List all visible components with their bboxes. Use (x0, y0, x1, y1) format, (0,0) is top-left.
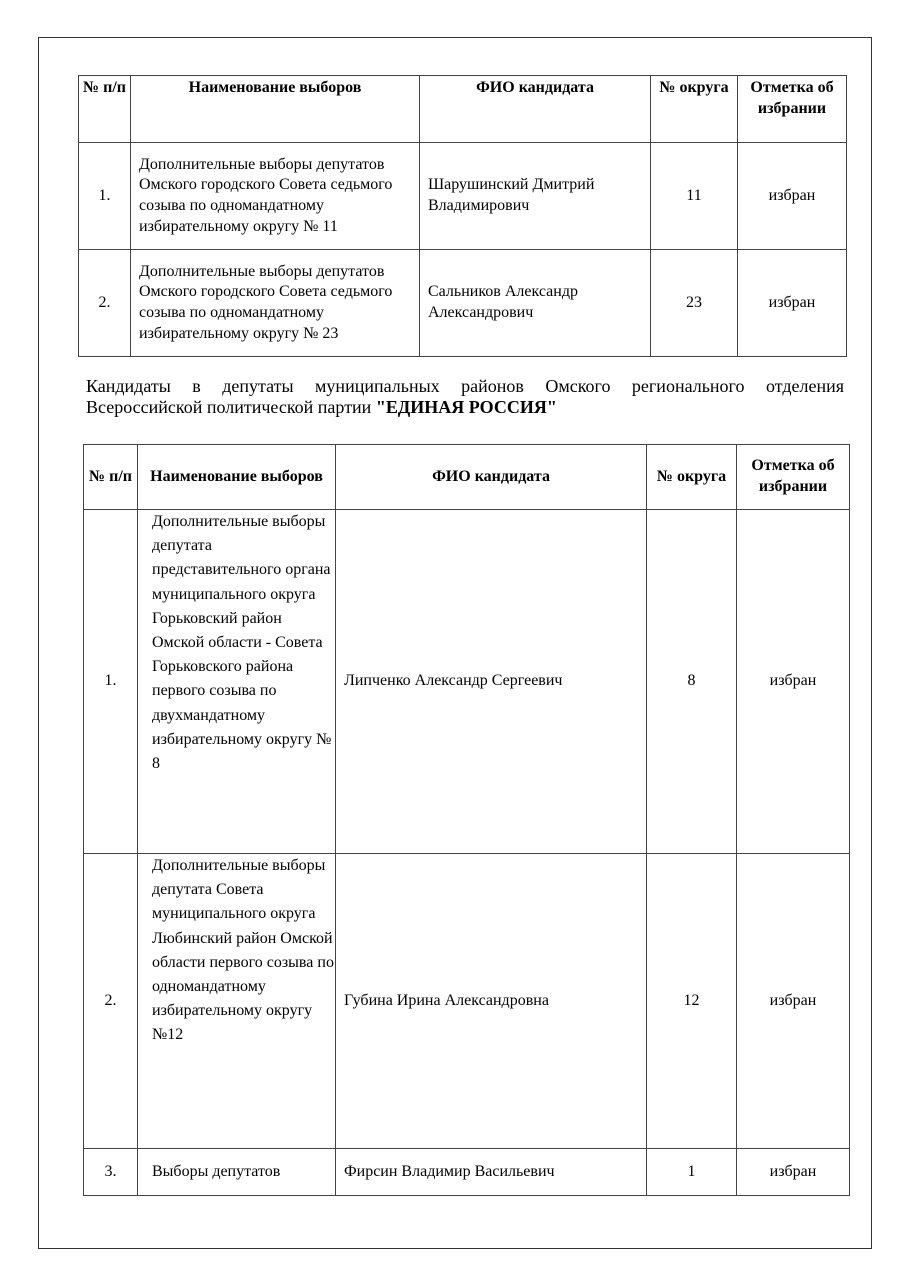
table-row (79, 250, 847, 357)
header-district: № округа (647, 445, 737, 510)
table-row (84, 510, 850, 854)
party-name: "ЕДИНАЯ РОССИЯ" (375, 397, 557, 417)
row-mark: избран (737, 1149, 850, 1196)
row-candidate: Губина Ирина Александровна (336, 854, 647, 1149)
header-election: Наименование выборов (138, 445, 336, 510)
table-header-row (79, 76, 847, 143)
header-num: № п/п (79, 76, 131, 143)
paragraph-text: Кандидаты в депутаты муниципальных районов Омского регионального отделения Всероссийской политической партии (86, 376, 844, 417)
row-mark: избран (738, 143, 847, 250)
row-mark: избран (737, 854, 850, 1149)
row-candidate: Липченко Александр Сергеевич (336, 510, 647, 854)
row-district: 12 (647, 854, 737, 1149)
row-election: Выборы депутатов (138, 1149, 336, 1196)
row-district: 23 (651, 250, 738, 357)
row-district: 11 (651, 143, 738, 250)
table-header-row (84, 445, 850, 510)
row-election: Дополнительные выборы депутата Совета муниципального округа Любинский район Омской области первого созыва по одномандатному избирательному округу №12 (138, 854, 336, 1149)
table-row (84, 854, 850, 1149)
header-district: № округа (651, 76, 738, 143)
row-mark: избран (737, 510, 850, 854)
table-row (79, 143, 847, 250)
table-municipal-districts (83, 444, 850, 1196)
row-candidate: Фирсин Владимир Васильевич (336, 1149, 647, 1196)
section-paragraph (86, 376, 844, 418)
row-candidate: Шарушинский Дмитрий Владимирович (420, 143, 651, 250)
row-num: 2. (79, 250, 131, 357)
header-mark: Отметка об избрании (737, 445, 850, 510)
table-city-council (78, 75, 847, 357)
row-election: Дополнительные выборы депутатов Омского городского Совета седьмого созыва по одномандатному избирательному округу № 23 (131, 250, 420, 357)
row-num: 2. (84, 854, 138, 1149)
header-election: Наименование выборов (131, 76, 420, 143)
header-candidate: ФИО кандидата (336, 445, 647, 510)
header-num: № п/п (84, 445, 138, 510)
header-mark: Отметка об избрании (738, 76, 847, 143)
row-num: 1. (79, 143, 131, 250)
row-candidate: Сальников Александр Александрович (420, 250, 651, 357)
row-num: 3. (84, 1149, 138, 1196)
row-mark: избран (738, 250, 847, 357)
row-num: 1. (84, 510, 138, 854)
header-candidate: ФИО кандидата (420, 76, 651, 143)
table-row (84, 1149, 850, 1196)
row-election: Дополнительные выборы депутатов Омского городского Совета седьмого созыва по одномандатному избирательному округу № 11 (131, 143, 420, 250)
row-district: 8 (647, 510, 737, 854)
row-district: 1 (647, 1149, 737, 1196)
row-election: Дополнительные выборы депутата представительного органа муниципального округа Горьковский район Омской области - Совета Горьковского района первого созыва по двухмандатному избирательному округу № 8 (138, 510, 336, 854)
